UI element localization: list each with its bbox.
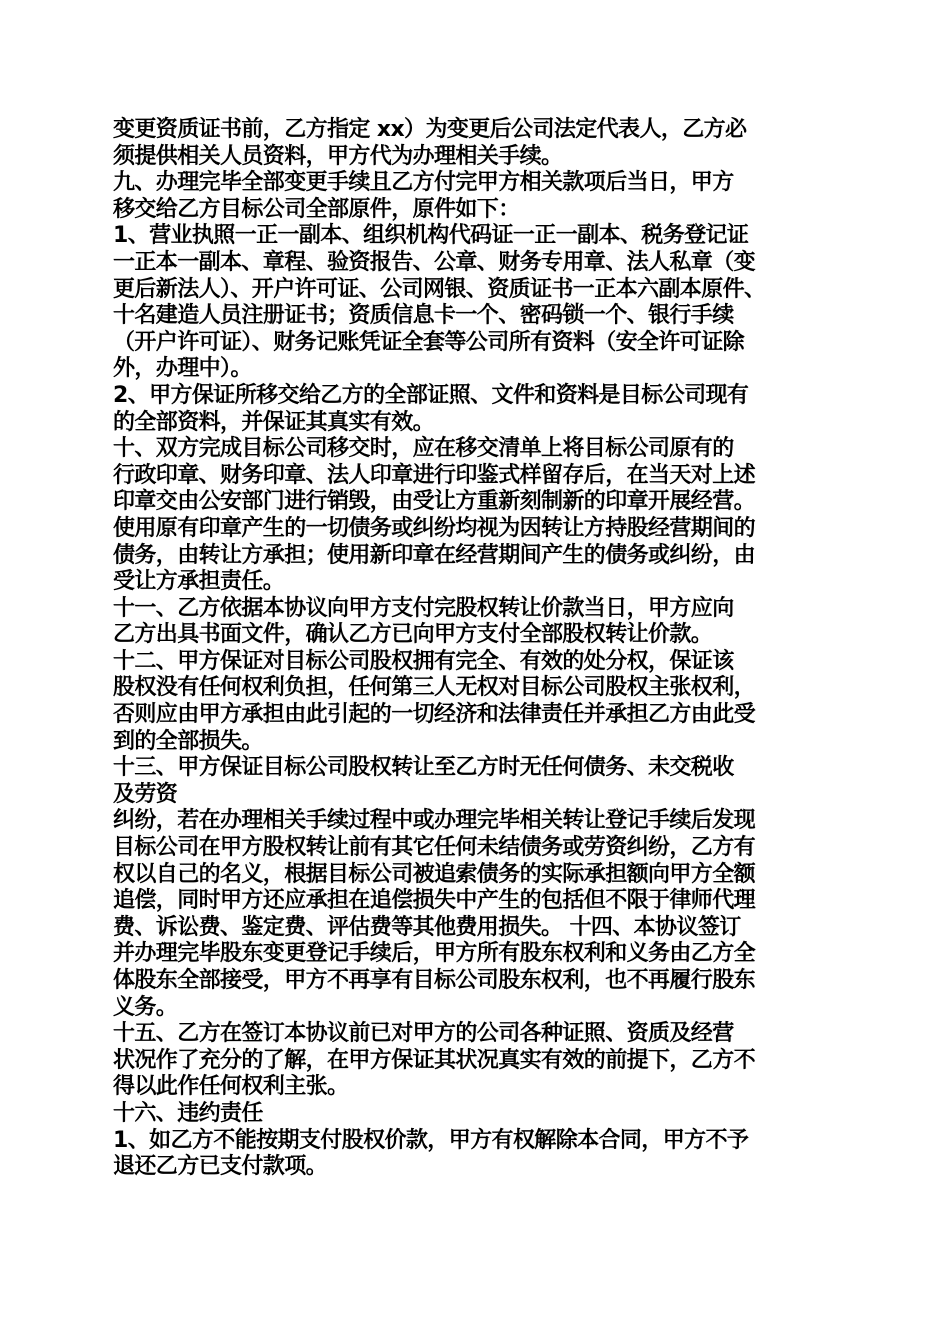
text-line: 到的全部损失。	[113, 728, 263, 754]
text-line: 得以此作任何权利主张。	[113, 1074, 349, 1100]
text-line: 及劳资	[113, 781, 178, 807]
text-line: 2、甲方保证所移交给乙方的全部证照、文件和资料是目标公司现有	[113, 382, 749, 408]
text-line: 行政印章、财务印章、法人印章进行印鉴式样留存后，在当天对上述	[113, 462, 756, 488]
text-line: 债务，由转让方承担；使用新印章在经营期间产生的债务或纠纷，由	[113, 542, 756, 568]
text-line: 更后新法人）、开户许可证、公司网银、资质证书一正本六副本原件、	[113, 276, 766, 302]
text-line: 十六、违约责任	[113, 1100, 263, 1126]
text-line: 1、营业执照一正一副本、组织机构代码证一正一副本、税务登记证	[113, 223, 749, 249]
text-line: 十五、乙方在签订本协议前已对甲方的公司各种证照、资质及经营	[113, 1021, 734, 1047]
text-line: 否则应由甲方承担由此引起的一切经济和法律责任并承担乙方由此受	[113, 702, 756, 728]
text-line: 乙方出具书面文件，确认乙方已向甲方支付全部股权转让价款。	[113, 622, 713, 648]
text-line: 使用原有印章产生的一切债务或纠纷均视为因转让方持股经营期间的	[113, 515, 756, 541]
text-line: 十三、甲方保证目标公司股权转让至乙方时无任何债务、未交税收	[113, 755, 734, 781]
text-line: 移交给乙方目标公司全部原件，原件如下：	[113, 196, 520, 222]
text-line: 十二、甲方保证对目标公司股权拥有完全、有效的处分权，保证该	[113, 648, 734, 674]
text-line: 受让方承担责任。	[113, 569, 285, 595]
text-line: 股权没有任何权利负担，任何第三人无权对目标公司股权主张权利，	[113, 675, 756, 701]
text-line: 并办理完毕股东变更登记手续后，甲方所有股东权利和义务由乙方全	[113, 941, 756, 967]
text-line: 外，办理中）。	[113, 356, 252, 382]
text-line: 退还乙方已支付款项。	[113, 1154, 328, 1180]
text-line: 1、如乙方不能按期支付股权价款，甲方有权解除本合同，甲方不予	[113, 1127, 749, 1153]
text-line: 须提供相关人员资料，甲方代为办理相关手续。	[113, 143, 563, 169]
text-line: 体股东全部接受，甲方不再享有目标公司股东权利，也不再履行股东	[113, 968, 756, 993]
text-line: （开户许可证）、财务记账凭证全套等公司所有资料（安全许可证除	[113, 329, 745, 355]
text-line: 目标公司在甲方股权转让前有其它任何未结债务或劳资纠纷，乙方有	[113, 835, 756, 861]
text-line: 十、双方完成目标公司移交时，应在移交清单上将目标公司原有的	[113, 436, 734, 462]
text-line: 一正本一副本、章程、验资报告、公章、财务专用章、法人私章（变	[113, 249, 756, 275]
text-line: 义务。	[113, 994, 178, 1020]
text-line: 印章交由公安部门进行销毁，由受让方重新刻制新的印章开展经营。	[113, 489, 756, 515]
text-line: 费、诉讼费、鉴定费、评估费等其他费用损失。 十四、本协议签订	[113, 914, 741, 940]
text-line: 十一、乙方依据本协议向甲方支付完股权转让价款当日，甲方应向	[113, 595, 734, 621]
text-line: 追偿，同时甲方还应承担在追偿损失中产生的包括但不限于律师代理	[113, 888, 756, 914]
document-body	[113, 117, 838, 1181]
text-line: 权以自己的名义，根据目标公司被追索债务的实际承担额向甲方全额	[113, 861, 756, 887]
text-line: 状况作了充分的了解，在甲方保证其状况真实有效的前提下，乙方不	[113, 1047, 756, 1073]
text-line: 变更资质证书前，乙方指定 xx）为变更后公司法定代表人，乙方必	[113, 117, 747, 142]
text-line: 九、办理完毕全部变更手续且乙方付完甲方相关款项后当日，甲方	[113, 170, 734, 196]
text-line: 纠纷，若在办理相关手续过程中或办理完毕相关转让登记手续后发现	[113, 808, 756, 834]
text-line: 的全部资料，并保证其真实有效。	[113, 409, 435, 435]
text-line: 十名建造人员注册证书；资质信息卡一个、密码锁一个、银行手续	[113, 303, 734, 329]
